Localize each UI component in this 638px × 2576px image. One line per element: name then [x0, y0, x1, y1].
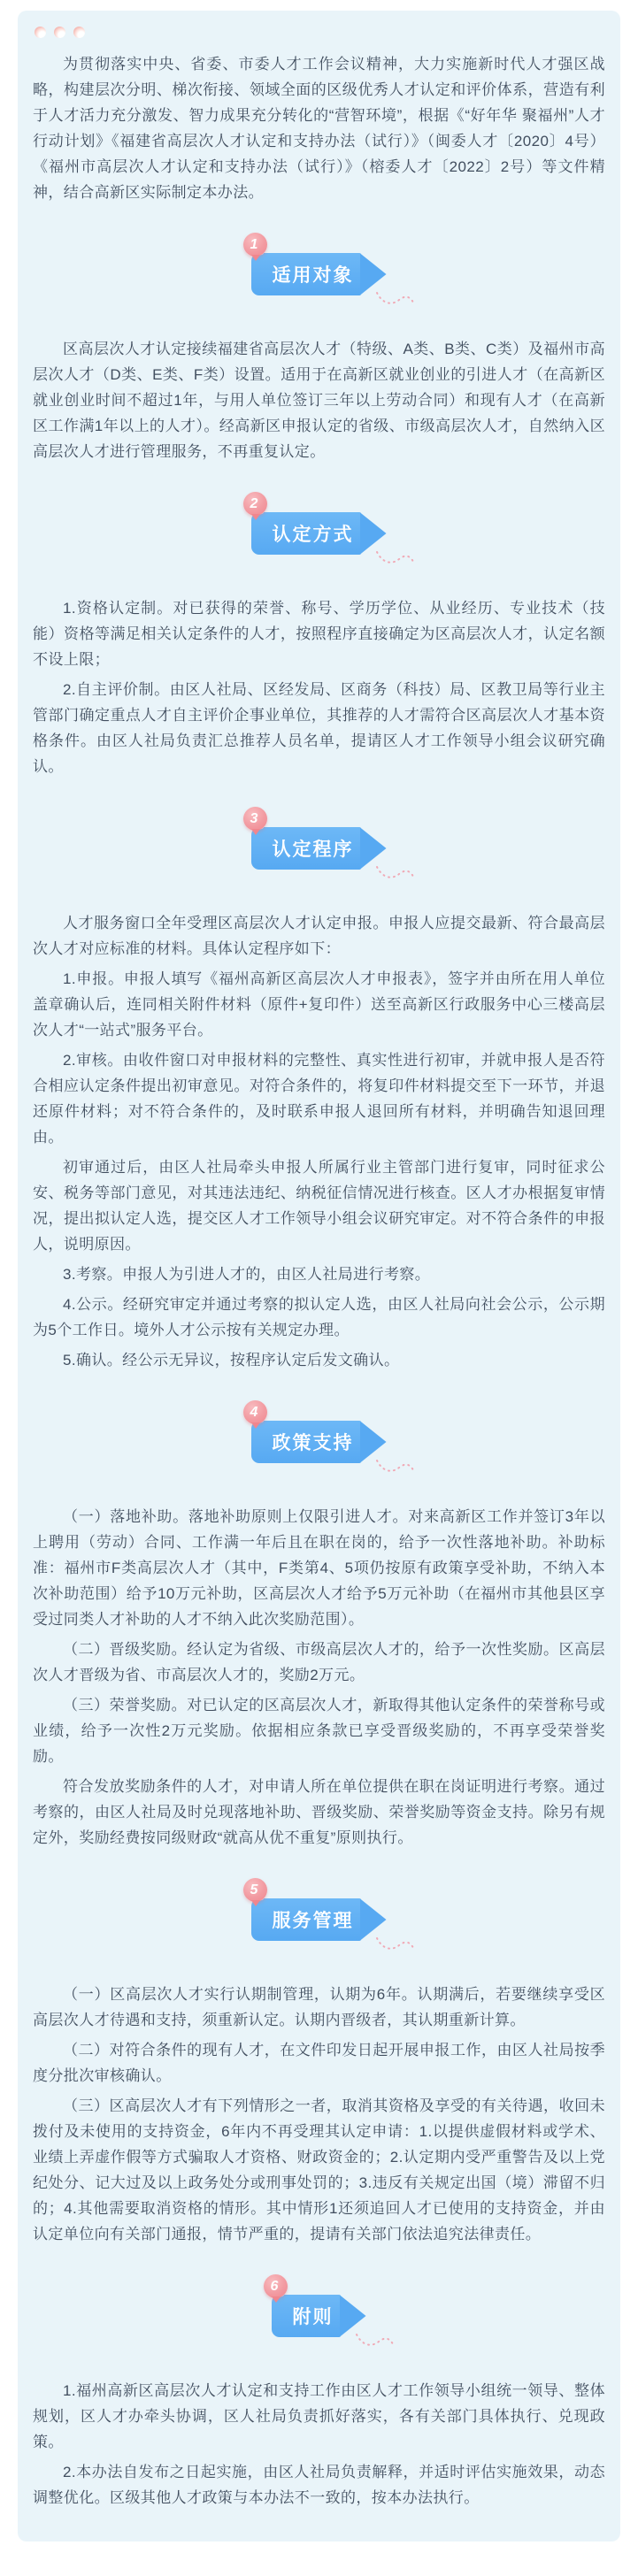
- squiggle-icon: [375, 549, 416, 569]
- sections: [33, 236, 605, 2511]
- paragraph: （二）对符合条件的现有人才，在文件印发日起开展申报工作，由区人社局按季度分批次审核确认。: [33, 2042, 605, 2084]
- squiggle-icon: [375, 290, 416, 310]
- number-balloon-icon: [243, 492, 267, 516]
- paragraph: 初审通过后，由区人社局牵头申报人所属行业主管部门进行复审，同时征求公安、税务等部门意见，对其违法违纪、纳税征信情况进行核查。区人才办根据复审情况，提出拟认定人选，提交区人才工作领导小组会议研究审定。对不符合条件的申报人，说明原因。: [33, 1159, 605, 1253]
- section-title: 适用对象: [272, 265, 354, 286]
- section-banner-row: [33, 1882, 579, 1941]
- paragraph: （二）晋级奖励。经认定为省级、市级高层次人才的，给予一次性奖励。区高层次人才晋级为省、市高层次人才的，奖励2万元。: [33, 1641, 605, 1683]
- section-number: 6: [270, 2278, 281, 2294]
- paragraph: 3.考察。申报人为引进人才的，由区人社局进行考察。: [63, 1266, 431, 1283]
- arrow-right-icon: [340, 2295, 366, 2337]
- section: [33, 236, 605, 464]
- paragraph: 5.确认。经公示无异议，按程序认定后发文确认。: [63, 1352, 400, 1368]
- paragraph: （三）区高层次人才有下列情形之一者，取消其资格及享受的有关待遇，收回未拨付及未使用的支持资金，6年内不再受理其认定申请：1.以提供虚假材料或学术、业绩上弄虚作假等方式骗取人才资格、财政资金的；2.认定期内受严重警告及以上党纪处分、记大过及以上政务处分或刑事处罚的；3.违反有关规定出国（境）滞留不归的；4.其他需要取消资格的情形。其中情形1还须追回人才已使用的支持资金，并由认定单位向有关部门通报，情节严重的，提请有关部门依法追究法律责任。: [33, 2097, 605, 2242]
- section-title: 服务管理: [272, 1911, 354, 1931]
- section-title: 认定程序: [272, 840, 354, 860]
- squiggle-icon: [375, 864, 416, 884]
- section-number: 4: [250, 1404, 260, 1420]
- section-banner: [250, 495, 361, 555]
- section-title: 认定方式: [272, 525, 354, 545]
- intro-paragraph: 为贯彻落实中央、省委、市委人才工作会议精神，大力实施新时代人才强区战略，构建层次分明、梯次衔接、领域全面的区级优秀人才认定和评价体系，营造有利于人才活力充分激发、智力成果充分转化的“营智环境”，根据《“好年华 聚福州”人才行动计划》《福建省高层次人才认定和支持办法（试行）》（闽委人才〔2020〕4号）《福州市高层次人才认定和支持办法（试行）》（榕委人才〔2022〕2号）等文件精神，结合高新区实际制定本办法。: [33, 56, 605, 201]
- section-banner-row: [33, 810, 579, 870]
- section-banner-row: [33, 236, 579, 295]
- section-number: 3: [250, 810, 260, 826]
- section-banner: [270, 2278, 341, 2337]
- paragraph: 区高层次人才认定接续福建省高层次人才（特级、A类、B类、C类）及福州市高层次人才（D类、E类、F类）设置。适用于在高新区就业创业的引进人才（在高新区就业创业时间不超过1年，与用人单位签订三年以上劳动合同）和现有人才（在高新区工作满1年以上的人才）。经高新区申报认定的省级、市级高层次人才，自然纳入区高层次人才进行管理服务，不再重复认定。: [33, 341, 605, 460]
- section-banner-row: [33, 2278, 579, 2337]
- section-body: [33, 910, 605, 1373]
- section: [33, 2278, 605, 2511]
- squiggle-icon: [375, 1458, 416, 1477]
- squiggle-icon: [355, 2332, 396, 2351]
- window-dot-icon: [73, 27, 85, 38]
- paragraph: 人才服务窗口全年受理区高层次人才认定申报。申报人应提交最新、符合最高层次人才对应标准的材料。具体认定程序如下：: [33, 915, 605, 957]
- arrow-right-icon: [360, 1421, 387, 1463]
- section-title: 附则: [292, 2307, 334, 2327]
- section-banner-row: [33, 495, 579, 555]
- section-body: [33, 336, 605, 464]
- window-dot-icon: [54, 27, 65, 38]
- section-body: [33, 595, 605, 779]
- paragraph: （一）落地补助。落地补助原则上仅限引进人才。对来高新区工作并签订3年以上聘用（劳动）合同、工作满一年后且在职在岗的，给予一次性落地补助。补助标准：福州市F类高层次人才（其中，F类第4、5项仍按原有政策享受补助，不纳入本次补助范围）给予10万元补助，区高层次人才给予5万元补助（在福州市其他县区享受过同类人才补助的人才不纳入此次奖励范围）。: [33, 1508, 605, 1628]
- number-balloon-icon: [264, 2274, 288, 2298]
- paragraph: 2.本办法自发布之日起实施，由区人社局负责解释，并适时评估实施效果，动态调整优化。区级其他人才政策与本办法不一致的，按本办法执行。: [33, 2464, 605, 2506]
- paragraph: 1.资格认定制。对已获得的荣誉、称号、学历学位、从业经历、专业技术（技能）资格等满足相关认定条件的人才，按照程序直接确定为区高层次人才，认定名额不设上限；: [33, 600, 605, 668]
- number-balloon-icon: [243, 1878, 267, 1902]
- paragraph: （三）荣誉奖励。对已认定的区高层次人才，新取得其他认定条件的荣誉称号或业绩，给予一次性2万元奖励。依据相应条款已享受晋级奖励的，不再享受荣誉奖励。: [33, 1697, 605, 1765]
- arrow-right-icon: [360, 512, 387, 555]
- paragraph: 2.审核。由收件窗口对申报材料的完整性、真实性进行初审，并就申报人是否符合相应认定条件提出初审意见。对符合条件的，将复印件材料提交至下一环节，并退还原件材料；对不符合条件的，及时联系申报人退回所有材料，并明确告知退回理由。: [33, 1052, 605, 1146]
- number-balloon-icon: [243, 1400, 267, 1424]
- section-number: 2: [250, 495, 260, 511]
- section-number: 5: [250, 1882, 260, 1898]
- section-body: [33, 1504, 605, 1851]
- squiggle-icon: [375, 1936, 416, 1955]
- section-banner: [250, 236, 361, 295]
- section-body: [33, 1982, 605, 2247]
- section: [33, 495, 605, 779]
- section-banner: [250, 1404, 361, 1463]
- paragraph: （一）区高层次人才实行认期制管理，认期为6年。认期满后，若要继续享受区高层次人才待遇和支持，须重新认定。认期内晋级者，其认期重新计算。: [33, 1986, 605, 2028]
- paragraph: 1.申报。申报人填写《福州高新区高层次人才申报表》，签字并由所在用人单位盖章确认后，连同相关附件材料（原件+复印件）送至高新区行政服务中心三楼高层次人才“一站式”服务平台。: [33, 970, 605, 1039]
- section-banner-row: [33, 1404, 579, 1463]
- arrow-right-icon: [360, 253, 387, 295]
- window-dot-icon: [35, 27, 46, 38]
- section-body: [33, 2378, 605, 2511]
- paragraph: 符合发放奖励条件的人才，对申请人所在单位提供在职在岗证明进行考察。通过考察的，由区人社局及时兑现落地补助、晋级奖励、荣誉奖励等资金支持。除另有规定外，奖励经费按同级财政“就高从优不重复”原则执行。: [33, 1778, 605, 1846]
- window-dots: [33, 25, 605, 47]
- section-banner: [250, 810, 361, 870]
- number-balloon-icon: [243, 233, 267, 257]
- arrow-right-icon: [360, 1898, 387, 1941]
- section-title: 政策支持: [272, 1433, 354, 1453]
- arrow-right-icon: [360, 827, 387, 870]
- section-banner: [250, 1882, 361, 1941]
- section: [33, 810, 605, 1373]
- section: [33, 1404, 605, 1851]
- paragraph: 4.公示。经研究审定并通过考察的拟认定人选，由区人社局向社会公示，公示期为5个工作日。境外人才公示按有关规定办理。: [33, 1296, 605, 1338]
- article-card: [18, 11, 620, 2542]
- paragraph: 1.福州高新区高层次人才认定和支持工作由区人才工作领导小组统一领导、整体规划，区人才办牵头协调，区人社局负责抓好落实，各有关部门具体执行、兑现政策。: [33, 2382, 605, 2450]
- paragraph: 2.自主评价制。由区人社局、区经发局、区商务（科技）局、区教卫局等行业主管部门确定重点人才自主评价企事业单位，其推荐的人才需符合区高层次人才基本资格条件。由区人社局负责汇总推荐人员名单，提请区人才工作领导小组会议研究确认。: [33, 681, 605, 775]
- section-number: 1: [250, 236, 260, 252]
- number-balloon-icon: [243, 807, 267, 831]
- section: [33, 1882, 605, 2247]
